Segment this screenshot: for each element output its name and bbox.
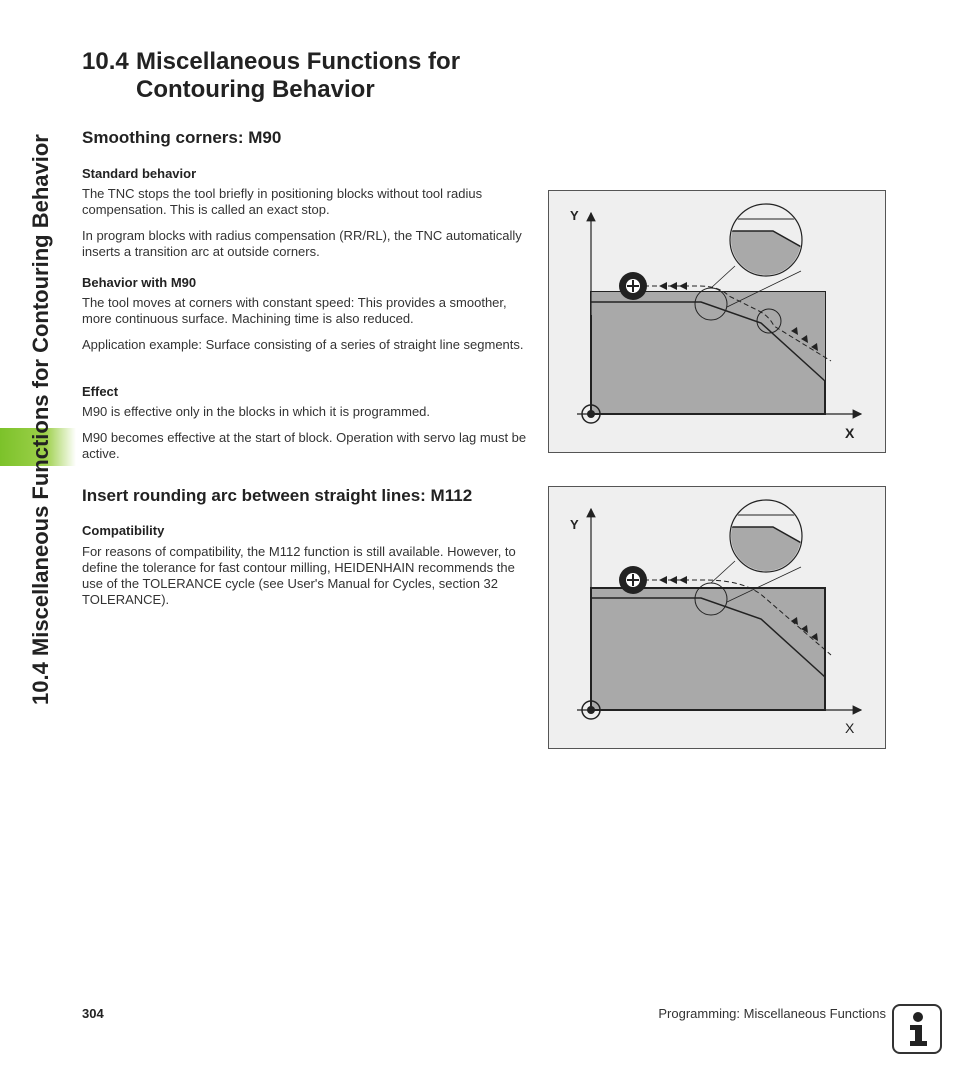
paragraph-compatibility: For reasons of compatibility, the M112 function is still available. However, to define the tolerance for fast contour milling, HEIDENHAIN recommends the use of the TOLERANCE cycle (see User's Manual for Cycles, section 32 TOLERANCE). [82,544,516,607]
paragraph-m90-2: Application example: Surface consisting of a series of straight line segments. [82,337,524,352]
paragraph-standard-2: In program blocks with radius compensation (RR/RL), the TNC automatically inserts a transition arc at outside corners. [82,228,522,259]
paragraph-effect-2: M90 becomes effective at the start of block. Operation with servo lag must be active. [82,430,527,461]
side-chapter-title: 10.4 Miscellaneous Functions for Contouring Behavior [28,134,53,705]
x-axis-label: X [845,425,855,441]
y-axis-label: Y [570,208,579,223]
subheading-standard-behavior: Standard behavior [82,166,197,181]
subheading-compatibility: Compatibility [82,523,165,538]
workpiece-shape-2 [591,588,825,710]
y-axis-label-2: Y [570,517,579,532]
page-title [82,48,460,104]
section-number: 10.4 [82,48,129,75]
subheading-effect: Effect [82,384,119,399]
section-heading-m112: Insert rounding arc between straight lines: M112 [82,486,473,505]
x-axis-label-2: X [845,720,855,736]
figure-m112-diagram [548,486,886,749]
section-heading-m90: Smoothing corners: M90 [82,128,282,147]
magnifier-detail-2 [729,500,805,577]
title-line-1: Miscellaneous Functions for [136,48,461,75]
page-number: 304 [82,1006,104,1021]
footer-chapter-title: Programming: Miscellaneous Functions [658,1006,886,1021]
paragraph-effect-1: M90 is effective only in the blocks in which it is programmed. [82,404,431,419]
paragraph-standard-1: The TNC stops the tool briefly in positioning blocks without tool radius compensation. This is called an exact stop. [82,186,483,217]
figure-m90-diagram [548,190,886,453]
subheading-behavior-m90: Behavior with M90 [82,275,197,290]
milling-cutter-icon [619,272,647,300]
magnifier-detail [729,204,805,281]
paragraph-m90-1: The tool moves at corners with constant speed: This provides a smoother, more continuous surface. Machining time is also reduced. [82,295,507,326]
milling-cutter-icon-2 [619,566,647,594]
title-line-2: Contouring Behavior [136,76,375,103]
info-icon [892,1004,942,1054]
